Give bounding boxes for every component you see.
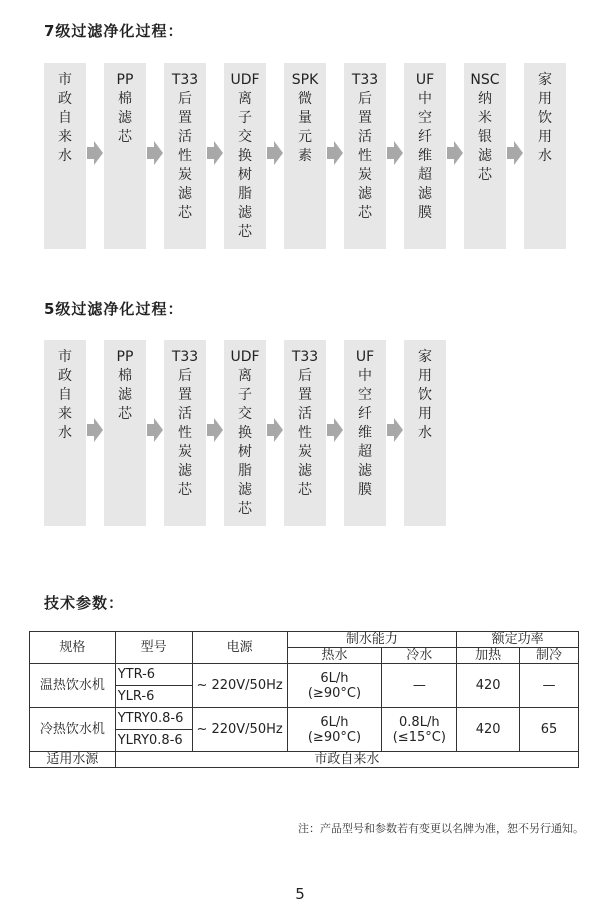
row2-heating: 420: [457, 708, 520, 752]
five-step-box: [224, 340, 266, 526]
seven-step-box: [104, 63, 146, 249]
row1-spec: 温热饮水机: [30, 664, 116, 708]
arrow-right-icon: [447, 141, 463, 165]
row2-spec: 冷热饮水机: [30, 708, 116, 752]
five-step-label: PP 棉 滤 芯: [116, 349, 134, 422]
row1-power: ~ 220V/50Hz: [192, 664, 287, 708]
header-model: 型号: [115, 632, 192, 664]
five-step-label: T33 后 置 活 性 炭 滤 芯: [171, 349, 199, 498]
seven-step-label: UF 中 空 纤 维 超 滤 膜: [415, 72, 435, 221]
five-step-box: [344, 340, 386, 526]
header-cold: 冷水: [382, 648, 457, 664]
header-power: 电源: [192, 632, 287, 664]
seven-step-box: [44, 63, 86, 249]
seven-step-label: T33 后 置 活 性 炭 滤 芯: [351, 72, 379, 221]
five-step-box: [404, 340, 446, 526]
arrow-right-icon: [147, 141, 163, 165]
five-step-box: [164, 340, 206, 526]
row2-cold-temp: (≤15°C): [392, 729, 446, 745]
row2-hot-rate: 6L/h: [320, 714, 349, 730]
seven-step-box: [224, 63, 266, 249]
row2-model-b: YLRY0.8-6: [115, 730, 192, 752]
header-spec: 规格: [30, 632, 116, 664]
row2-model-a: YTRY0.8-6: [115, 708, 192, 730]
water-source-value: 市政自来水: [115, 752, 578, 768]
row2-hot-temp: (≥90°C): [307, 729, 362, 745]
arrow-right-icon: [87, 418, 103, 442]
header-hot: 热水: [287, 648, 382, 664]
seven-step-box: [404, 63, 446, 249]
seven-step-label: 家 用 饮 用 水: [538, 72, 552, 164]
arrow-right-icon: [387, 141, 403, 165]
five-step-label: UF 中 空 纤 维 超 滤 膜: [355, 349, 375, 498]
five-step-box: [284, 340, 326, 526]
row1-heating: 420: [457, 664, 520, 708]
arrow-right-icon: [327, 141, 343, 165]
seven-step-label: NSC 纳 米 银 滤 芯: [470, 72, 500, 183]
header-cooling: 制冷: [520, 648, 579, 664]
seven-step-box: [464, 63, 506, 249]
seven-step-label: PP 棉 滤 芯: [116, 72, 134, 145]
five-step-label: 市 政 自 来 水: [58, 349, 72, 441]
row1-hot: [287, 664, 382, 708]
page-number: 5: [295, 885, 305, 903]
seven-step-label: 市 政 自 来 水: [58, 72, 72, 164]
row2-power: ~ 220V/50Hz: [192, 708, 287, 752]
seven-step-label: UDF 离 子 交 换 树 脂 滤 芯: [230, 72, 260, 240]
row2-cold: [382, 708, 457, 752]
five-step-label: 家 用 饮 用 水: [418, 349, 432, 441]
arrow-right-icon: [507, 141, 523, 165]
water-source-label: 适用水源: [30, 752, 116, 768]
row1-cooling: —: [520, 664, 579, 708]
arrow-right-icon: [387, 418, 403, 442]
five-step-label: T33 后 置 活 性 炭 滤 芯: [291, 349, 319, 498]
arrow-right-icon: [267, 418, 283, 442]
arrow-right-icon: [267, 141, 283, 165]
header-rated-power: 额定功率: [457, 632, 579, 648]
specs-title: 技术参数：: [44, 594, 125, 612]
header-capacity: 制水能力: [287, 632, 457, 648]
seven-step-box: [524, 63, 566, 249]
seven-step-box: [344, 63, 386, 249]
seven-step-label: SPK 微 量 元 素: [291, 72, 319, 164]
five-step-label: UDF 离 子 交 换 树 脂 滤 芯: [230, 349, 260, 517]
row1-hot-temp: (≥90°C): [307, 685, 362, 701]
arrow-right-icon: [207, 141, 223, 165]
row2-cooling: 65: [520, 708, 579, 752]
table-row: [30, 708, 579, 730]
table-row: [30, 752, 579, 768]
row2-cold-rate: 0.8L/h: [399, 714, 440, 730]
table-row: [30, 664, 579, 686]
specs-table: [29, 631, 579, 768]
arrow-right-icon: [147, 418, 163, 442]
arrow-right-icon: [87, 141, 103, 165]
row1-cold: —: [382, 664, 457, 708]
row1-model-a: YTR-6: [115, 664, 192, 686]
arrow-right-icon: [327, 418, 343, 442]
seven-step-label: T33 后 置 活 性 炭 滤 芯: [171, 72, 199, 221]
row1-model-b: YLR-6: [115, 686, 192, 708]
disclaimer-note: 注：产品型号和参数若有变更以名牌为准，恕不另行通知。: [298, 822, 584, 835]
row2-hot: [287, 708, 382, 752]
row1-hot-rate: 6L/h: [320, 670, 349, 686]
seven-step-box: [284, 63, 326, 249]
five-stage-title: 5级过滤净化过程：: [44, 300, 184, 318]
seven-stage-title: 7级过滤净化过程：: [44, 22, 184, 40]
five-step-box: [44, 340, 86, 526]
arrow-right-icon: [207, 418, 223, 442]
header-heating: 加热: [457, 648, 520, 664]
five-step-box: [104, 340, 146, 526]
seven-step-box: [164, 63, 206, 249]
